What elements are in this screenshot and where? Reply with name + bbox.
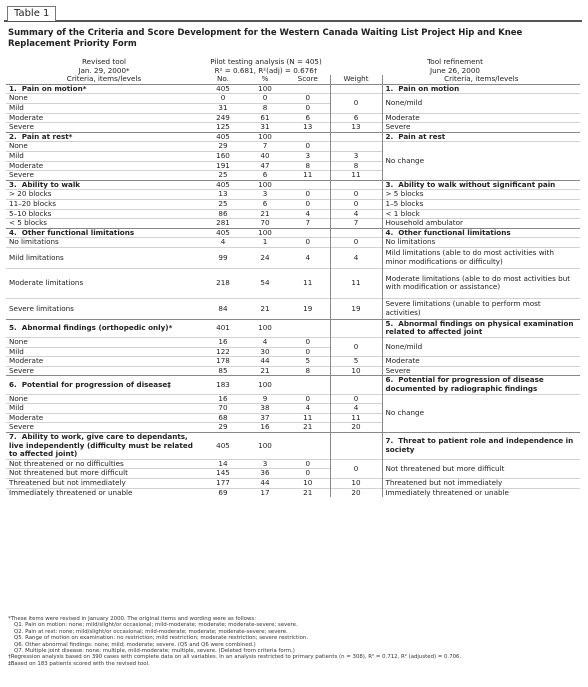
table-row: Mild 160 40 3 3 — [6, 151, 580, 161]
col-criteria-right: Criteria, items/levels — [444, 74, 519, 84]
table-row: None 0 0 0 0 None/mild — [6, 94, 580, 104]
table-row: Severe 29 16 21 20 — [6, 423, 580, 433]
section-row: 5. Abnormal findings (orthopedic only)* 401 100 5. Abnormal findings on physical examination related to affected joint — [6, 319, 580, 337]
refined-section-name: Ability to walk without significant pain — [398, 179, 556, 189]
revised-tool-date: Jan. 29, 2000* — [78, 65, 130, 75]
table-row: None 16 9 0 0 No change — [6, 394, 580, 404]
table-row: Moderate 68 37 11 11 — [6, 413, 580, 423]
pilot-stats: R² = 0.681, R²(adj) = 0.676† — [214, 65, 318, 75]
refinement-header — [330, 58, 580, 75]
refinement-date: June 26, 2000 — [430, 65, 480, 75]
table-row: 5–10 blocks 86 21 4 4 < 1 block — [6, 209, 580, 219]
table-label: Table 1 — [7, 6, 56, 21]
col-pct: % — [261, 74, 269, 84]
table-row: Mild limitations 99 24 4 4 Mild limitations (able to do most activities with minor modifications or difficulty) — [6, 247, 580, 268]
table-row: No limitations 4 1 0 0 No limitations — [6, 238, 580, 248]
table-row: Mild 31 8 0 — [6, 103, 580, 113]
col-criteria-left: Criteria, items/levels — [66, 74, 142, 84]
table-row: 11–20 blocks 25 6 0 0 1–5 blocks — [6, 199, 580, 209]
section-name: Potential for progression of disease‡ — [21, 379, 171, 389]
table-title: Summary of the Criteria and Score Development for the Western Canada Waiting List Project Hip and Knee Replacement Priority Form — [8, 28, 523, 49]
refined-section-name: Other functional limitations — [398, 227, 511, 237]
footnote: Q2. Pain at rest: none; mild/slight/or occasional; mild-moderate; moderate; moderate-severe; severe. — [14, 628, 288, 635]
refined-section-name: Abnormal findings on physical examination related to affected joint — [385, 318, 574, 337]
footnote: Q1. Pain on motion: none; mild/slight/or occasional; mild-moderate; moderate; moderate-severe; severe. — [14, 622, 298, 629]
footnotes — [8, 616, 573, 667]
revised-tool-title: Revised tool — [82, 57, 126, 66]
section-row: 6. Potential for progression of disease‡ 183 100 6. Potential for progression of disease documented by radiographic findings — [6, 376, 580, 394]
table-row: Severe limitations 84 21 19 19 Severe limitations (unable to perform most activities) — [6, 298, 580, 319]
table-row: Not threatened but more difficult 145 36 0 — [6, 469, 580, 479]
section-name: Pain on motion* — [21, 83, 87, 93]
col-score: Score — [297, 74, 318, 84]
table-row: Severe 85 21 8 10 Severe — [6, 366, 580, 376]
table-row: < 5 blocks 281 70 7 7 Household ambulator — [6, 219, 580, 229]
refined-section-name: Pain on motion — [398, 83, 460, 93]
refined-section-name: Threat to patient role and independence in society — [385, 436, 574, 454]
table-row: > 20 blocks 13 3 0 0 > 5 blocks — [6, 190, 580, 200]
footnote: Q6. Other abnormal findings: none; mild; moderate; severe. (Q5 and Q6 were combined.) — [14, 641, 256, 648]
footnote: ‡Based on 183 patients scored with the revised tool. — [8, 660, 150, 667]
refined-section-name: Pain at rest — [398, 131, 446, 141]
footnote: †Regression analysis based on 390 cases with complete data on all variables. In an analysis restricted to primary patients (n = 308), R² = 0.712, R² (adjusted) = 0.706. — [8, 654, 462, 661]
section-row: 7. Ability to work, give care to dependants, live independently (difficulty must be related to affected joint) 405 100 7. Threat to patient role and independence in society — [6, 433, 580, 460]
table-row: Severe 25 6 11 11 — [6, 171, 580, 181]
section-name: Ability to work, give care to dependants, live independently (difficulty must be related to affected joint) — [9, 432, 193, 459]
table-row: Moderate 249 61 6 6 Moderate — [6, 113, 580, 123]
section-name: Other functional limitations — [21, 227, 135, 237]
col-no: No. — [217, 74, 229, 84]
table-row: Moderate 178 44 5 5 Moderate — [6, 357, 580, 367]
table-row: Moderate 191 47 8 8 — [6, 161, 580, 171]
footnote: Q7. Multiple joint disease: none; multiple, mild-moderate; multiple, severe. (Deleted from criteria form.) — [14, 648, 295, 655]
table-row: Mild 122 30 0 — [6, 347, 580, 357]
section-row: 4. Other functional limitations 405 100 4. Other functional limitations — [6, 228, 580, 238]
table-row: Mild 70 38 4 4 — [6, 404, 580, 414]
table-row: None 29 7 0 No change — [6, 142, 580, 152]
refined-section-name: Potential for progression of disease documented by radiographic findings — [385, 375, 544, 394]
revised-tool-header — [6, 58, 202, 75]
table-row: Immediately threatened or unable 69 17 21 20 Immediately threatened or unable — [6, 488, 580, 497]
table-row: Moderate limitations 218 54 11 11 Moderate limitations (able to do most activities but with modification or assistance) — [6, 268, 580, 298]
criteria-table — [6, 58, 580, 497]
footnote: Q5. Range of motion on examination: no restriction; mild restriction; moderate restriction; severe restriction. — [14, 635, 309, 642]
pilot-title: Pilot testing analysis (N = 405) — [210, 57, 322, 66]
table-row: Threatened but not immediately 177 44 10 10 Threatened but not immediately — [6, 478, 580, 488]
section-name: Abnormal findings (orthopedic only)* — [21, 323, 173, 333]
footnote: *These items were revised in January 2000. The original items and wording were as follows: — [8, 616, 257, 622]
table-row: Severe 125 31 13 13 Severe — [6, 123, 580, 133]
pilot-header — [202, 58, 330, 75]
section-row: 3. Ability to walk 405 100 3. Ability to walk without significant pain — [6, 180, 580, 190]
section-row: 2. Pain at rest* 405 100 2. Pain at rest — [6, 132, 580, 142]
table-row: Not threatened or no difficulties 14 3 0 0 Not threatened but more difficult — [6, 459, 580, 469]
section-row: 1. Pain on motion* 405 100 1. Pain on motion — [6, 84, 580, 94]
refinement-title: Tool refinement — [427, 57, 483, 66]
section-name: Pain at rest* — [21, 131, 73, 141]
col-weight: Weight — [330, 75, 382, 84]
table-row: None 16 4 0 0 None/mild — [6, 338, 580, 348]
section-name: Ability to walk — [21, 179, 81, 189]
